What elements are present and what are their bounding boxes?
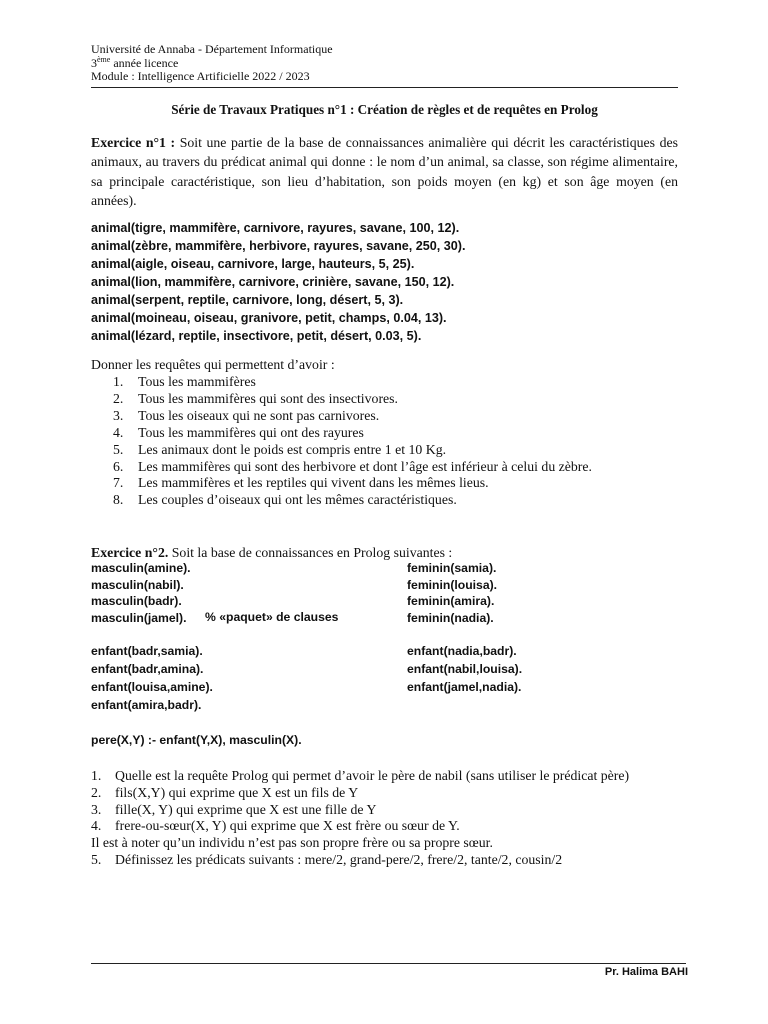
exercise2-intro [91, 544, 452, 561]
list-item: 5. Définissez les prédicats suivants : mere/2, grand-pere/2, frere/2, tante/2, cousin/2 [91, 851, 563, 867]
exercise1-facts [91, 219, 466, 345]
fact-line: animal(lézard, reptile, insectivore, petit, désert, 0.03, 5). [91, 329, 422, 343]
document-header [91, 43, 333, 84]
pere-rule: pere(X,Y) :- enfant(Y,X), masculin(X). [91, 733, 302, 747]
exercise2-label: Exercice n°2. [91, 545, 169, 560]
clause-comment: % «paquet» de clauses [205, 610, 339, 624]
fact-line: animal(serpent, reptile, carnivore, long, désert, 5, 3). [91, 293, 404, 307]
fact-line: animal(tigre, mammifère, carnivore, rayures, savane, 100, 12). [91, 221, 460, 235]
list-item: 3. Tous les oiseaux qui ne sont pas carnivores. [113, 407, 380, 423]
fact-line: enfant(jamel,nadia). [407, 680, 522, 694]
note-text: Il est à noter qu’un individu n’est pas son propre frère ou sa propre sœur. [91, 835, 493, 851]
fact-line: animal(zèbre, mammifère, herbivore, rayures, savane, 250, 30). [91, 239, 466, 253]
list-item: 1. Tous les mammifères [113, 374, 256, 389]
fact-line: masculin(jamel). [91, 610, 187, 625]
fact-line: enfant(louisa,amine). [91, 680, 213, 694]
list-item: 3. fille(X, Y) qui exprime que X est une fille de Y [91, 801, 377, 817]
list-item: 6. Les mammifères qui sont des herbivore et dont l’âge est inférieur à celui du zèbre. [113, 458, 592, 474]
enfant-facts-right [407, 642, 522, 696]
fact-line: masculin(badr). [91, 594, 182, 609]
fact-line: feminin(samia). [407, 561, 497, 575]
header-year: 3ème année licence [91, 54, 179, 70]
enfant-facts-left [91, 642, 213, 714]
exercise1-prompt: Donner les requêtes qui permettent d’avoir : [91, 357, 335, 372]
fact-line: feminin(nadia). [407, 610, 494, 625]
exercise1-intro [91, 133, 678, 210]
fact-line: animal(lion, mammifère, carnivore, crinière, savane, 150, 12). [91, 275, 455, 289]
list-item: 1. Quelle est la requête Prolog qui permet d’avoir le père de nabil (sans utiliser le prédicat père) [91, 768, 630, 783]
exercise2-questions [91, 768, 686, 869]
fact-line: masculin(amine). [91, 561, 191, 575]
feminin-facts [407, 560, 497, 626]
fact-line: enfant(nabil,louisa). [407, 662, 523, 676]
header-divider [91, 87, 678, 88]
list-item: 2. fils(X,Y) qui exprime que X est un fils de Y [91, 784, 359, 800]
header-module: Module : Intelligence Artificielle 2022 / 2023 [91, 69, 310, 83]
exercise2-text: Soit la base de connaissances en Prolog suivantes : [171, 545, 453, 560]
list-item: 4. Tous les mammifères qui ont des rayures [113, 424, 364, 440]
exercise1-text: Soit une partie de la base de connaissances animalière qui décrit les caractéristiques des animaux, au travers du prédicat animal qui donne : le nom d’un animal, sa classe, son régime alimentaire, sa principale caractéristique, son lieu d’habitation, son poids moyen (en kg) et son âge moyen (en années). [91, 135, 678, 208]
fact-line: enfant(nadia,badr). [407, 644, 517, 658]
fact-line: feminin(louisa). [407, 577, 498, 592]
list-item: 2. Tous les mammifères qui sont des insectivores. [113, 390, 398, 406]
footer-divider [91, 963, 686, 964]
list-item: 4. frere-ou-sœur(X, Y) qui exprime que X est frère ou sœur de Y. [91, 818, 460, 834]
fact-line: enfant(amira,badr). [91, 698, 202, 712]
list-item: 5. Les animaux dont le poids est compris entre 1 et 10 Kg. [113, 441, 447, 457]
list-item: 8. Les couples d’oiseaux qui ont les mêmes caractéristiques. [113, 492, 457, 508]
exercise1-questions [91, 374, 592, 509]
fact-line: masculin(nabil). [91, 577, 184, 592]
fact-line: animal(moineau, oiseau, granivore, petit, champs, 0.04, 13). [91, 311, 447, 325]
fact-line: enfant(badr,samia). [91, 644, 203, 658]
fact-line: enfant(badr,amina). [91, 662, 204, 676]
author-name: Pr. Halima BAHI [604, 966, 688, 978]
masculin-facts [91, 560, 191, 626]
header-year-sup: ème [97, 54, 111, 64]
fact-line: animal(aigle, oiseau, carnivore, large, hauteurs, 5, 25). [91, 257, 415, 271]
header-university: Université de Annaba - Département Informatique [91, 42, 333, 56]
list-item: 7. Les mammifères et les reptiles qui vivent dans les mêmes lieus. [113, 475, 489, 491]
fact-line: feminin(amira). [407, 594, 495, 609]
exercise1-label: Exercice n°1 : [91, 135, 176, 150]
page-title: Série de Travaux Pratiques n°1 : Création de règles et de requêtes en Prolog [171, 102, 598, 117]
